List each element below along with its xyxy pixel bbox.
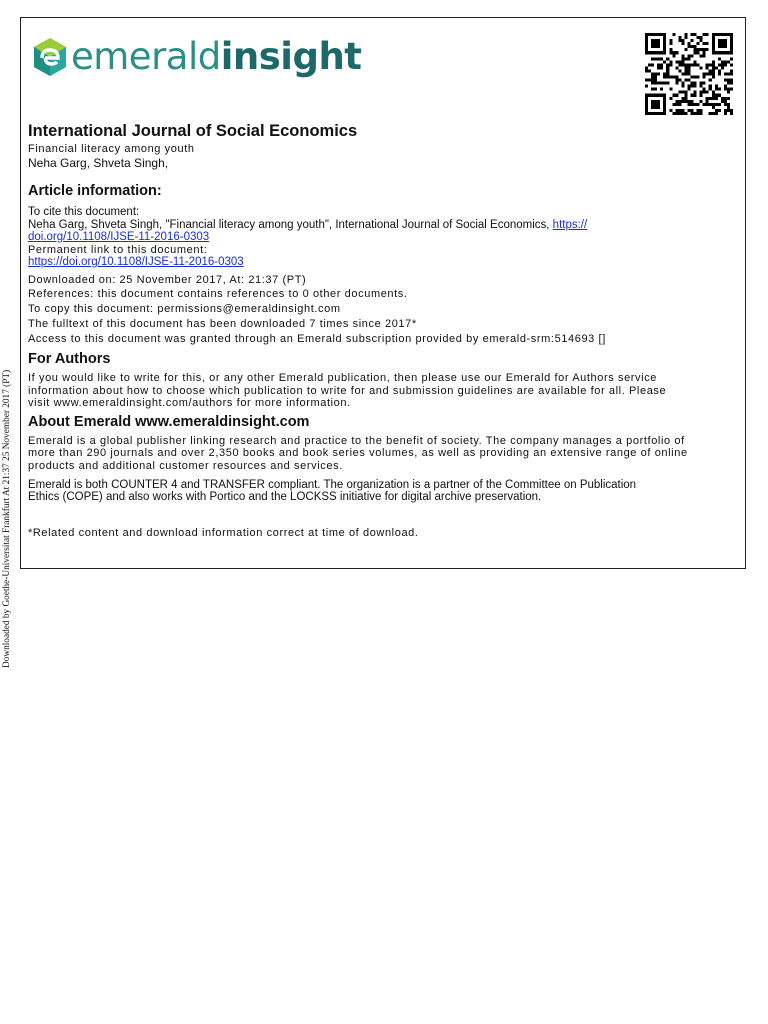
cite-text-body: Neha Garg, Shveta Singh, "Financial literacy among youth", International Journal of Social Economics,	[28, 218, 553, 231]
about-line-3: products and additional customer resources and services.	[28, 459, 343, 472]
for-authors-body	[28, 372, 740, 409]
cite-doi-link[interactable]: https://	[552, 218, 588, 231]
cite-label: To cite this document:	[28, 206, 140, 218]
downloaded-on: Downloaded on: 25 November 2017, At: 21:37 (PT)	[28, 273, 307, 286]
article-title: Financial literacy among youth	[28, 143, 195, 155]
journal-title: International Journal of Social Economics	[28, 122, 358, 140]
compliance-line-2: Ethics (COPE) and also works with Portico and the LOCKSS initiative for digital archive preservation.	[28, 491, 542, 504]
footnote: *Related content and download information correct at time of download.	[28, 526, 419, 539]
emerald-logo-icon	[33, 37, 67, 77]
compliance-line-1: Emerald is both COUNTER 4 and TRANSFER compliant. The organization is a partner of the Committee on Publication	[28, 478, 637, 491]
for-authors-line-2: information about how to choose which publication to write for and submission guidelines are available for all. Please	[28, 384, 667, 397]
qr-code-icon	[645, 33, 733, 115]
article-info-heading: Article information:	[28, 183, 162, 199]
permalink-label: Permanent link to this document:	[28, 243, 208, 256]
about-emerald-heading: About Emerald www.emeraldinsight.com	[28, 414, 310, 431]
cover-sheet-frame	[20, 17, 746, 569]
access-note: Access to this document was granted through an Emerald subscription provided by emerald-srm:514693 []	[28, 332, 606, 345]
permalink-link[interactable]: https://doi.org/10.1108/IJSE-11-2016-0303	[28, 256, 244, 268]
about-line-2: more than 290 journals and over 2,350 books and book series volumes, as well as providing an extensive range of online	[28, 447, 688, 460]
cite-block	[28, 206, 740, 244]
copy-permissions: To copy this document: permissions@emeraldinsight.com	[28, 303, 341, 316]
download-watermark: Downloaded by Goethe-Universitat Frankfurt At 21:37 25 November 2017 (PT)	[2, 369, 12, 668]
logo-wordmark	[71, 37, 361, 77]
cite-text	[28, 219, 740, 232]
fulltext-downloads: The fulltext of this document has been downloaded 7 times since 2017*	[28, 317, 417, 330]
authors: Neha Garg, Shveta Singh,	[28, 156, 169, 170]
download-meta	[28, 273, 740, 347]
logo-wordmark-emerald: emerald	[71, 35, 221, 78]
emerald-logo	[33, 32, 361, 82]
about-emerald-body	[28, 435, 740, 472]
cite-doi-link-continued[interactable]: doi.org/10.1108/IJSE-11-2016-0303	[28, 231, 210, 243]
cover-content	[28, 121, 740, 541]
logo-wordmark-insight: insight	[220, 35, 362, 78]
references-count: References: this document contains references to 0 other documents.	[28, 288, 408, 301]
about-line-1: Emerald is a global publisher linking research and practice to the benefit of society. The company manages a portfolio of	[28, 435, 685, 448]
for-authors-heading: For Authors	[28, 351, 111, 368]
compliance-note	[28, 479, 740, 504]
for-authors-line-3: visit www.emeraldinsight.com/authors for more information.	[28, 396, 351, 409]
for-authors-line-1: If you would like to write for this, or any other Emerald publication, then please use our Emerald for Authors service	[28, 372, 658, 385]
